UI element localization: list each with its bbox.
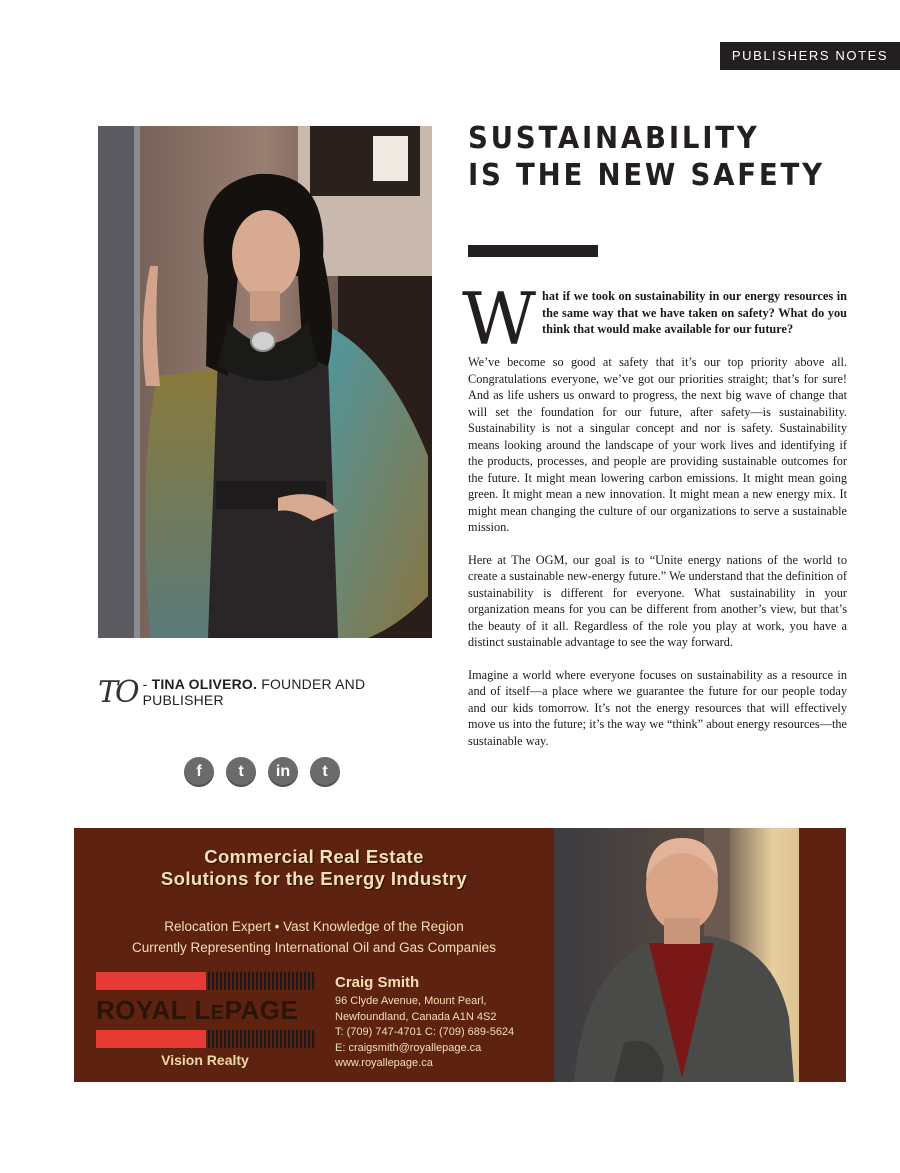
agent-contact bbox=[335, 994, 514, 1072]
agent-phone: T: (709) 747-4701 C: (709) 689-5624 bbox=[335, 1026, 515, 1038]
agent-name: Craig Smith bbox=[335, 974, 420, 991]
ad-headline-line-2: Solutions for the Energy Industry bbox=[160, 868, 468, 889]
logo-bottom-stripe bbox=[96, 1030, 314, 1048]
headline-line-1: SUSTAINABILITY bbox=[468, 121, 760, 156]
agent-website[interactable]: www.royallepage.ca bbox=[335, 1057, 433, 1069]
signature-mark: TO bbox=[98, 674, 137, 710]
article-lead: hat if we took on sustainability in our energy resources in the same way that we have taken on safety? What do you think that would make available for our future? bbox=[542, 289, 847, 336]
ad-features bbox=[74, 916, 554, 958]
tumblr-icon[interactable]: t bbox=[310, 757, 340, 787]
article-paragraph: We’ve become so good at safety that it’s our top priority above all. Congratulations everyone, we’ve got our priorities straight; that’s for sure! And as life ushers us onward to progress, the next big wave of change that will set the foundation for our future, after safety—is sustainability. Sustainability is not a singular concept and nor is safety. Sustainability means looking around the landscape of your work lives and identifying if the products, processes, and people are providing sustainable outcomes for the future. It might mean lowering carbon emissions. It might mean going green. It might mean a new innovation. It might mean a new energy mix. It might mean changing the culture of our organizations to serve a sustainable mission. bbox=[468, 355, 847, 534]
logo-top-stripe bbox=[96, 972, 314, 990]
ad-headline-line-1: Commercial Real Estate bbox=[204, 846, 424, 867]
publisher-photo-illustration bbox=[98, 126, 432, 638]
publisher-signature bbox=[98, 672, 443, 712]
signature-name: TINA OLIVERO. bbox=[151, 676, 258, 692]
linkedin-icon[interactable]: in bbox=[268, 757, 298, 787]
agent-photo-illustration bbox=[554, 828, 846, 1082]
social-links bbox=[184, 757, 340, 787]
article-headline bbox=[468, 120, 836, 194]
publisher-photo bbox=[98, 126, 432, 638]
agent-address-1: 96 Clyde Avenue, Mount Pearl, bbox=[335, 995, 487, 1007]
article-paragraph: Here at The OGM, our goal is to “Unite energy nations of the world to create a sustainable new-energy future.” We understand that the definition of sustainability is different for everyone. What sustainability in your organization means for you can be different from another’s view, but that’s the beauty of it all. Regardless of the role you play at work, you have a distinct sustainable advantage to see the way forward. bbox=[468, 552, 847, 649]
agent-address-2: Newfoundland, Canada A1N 4S2 bbox=[335, 1010, 497, 1023]
ad-headline bbox=[74, 846, 554, 890]
signature-text bbox=[143, 676, 443, 708]
ad-feature-line-2: Currently Representing International Oil and Gas Companies bbox=[132, 940, 496, 955]
twitter-icon[interactable]: t bbox=[226, 757, 256, 787]
ad-feature-line-1: Relocation Expert • Vast Knowledge of the Region bbox=[164, 919, 464, 934]
signature-dash: - bbox=[142, 676, 148, 692]
logo-subtitle: Vision Realty bbox=[161, 1052, 249, 1068]
article-body bbox=[462, 277, 847, 765]
signature-role: FOUNDER AND PUBLISHER bbox=[142, 676, 366, 708]
agent-email[interactable]: E: craigsmith@royallepage.ca bbox=[335, 1041, 482, 1054]
agent-photo bbox=[554, 828, 846, 1082]
logo-wordmark: ROYAL LEPAGE bbox=[96, 995, 299, 1025]
drop-cap: W bbox=[462, 277, 537, 361]
headline-rule bbox=[468, 245, 598, 257]
real-estate-advertisement bbox=[74, 828, 846, 1082]
headline-line-2: IS THE NEW SAFETY bbox=[468, 158, 825, 193]
royal-lepage-logo bbox=[96, 972, 314, 1072]
article-paragraph: Imagine a world where everyone focuses on sustainability as a resource in and of itself—a place where we guarantee the future for our people today and our kids tomorrow. It’s not the energy resources that will effectively move us into the future; it’s the way we “think” about energy resources—the sustainable way. bbox=[468, 667, 847, 748]
facebook-icon[interactable]: f bbox=[184, 757, 214, 787]
section-tab: PUBLISHERS NOTES bbox=[720, 42, 900, 70]
